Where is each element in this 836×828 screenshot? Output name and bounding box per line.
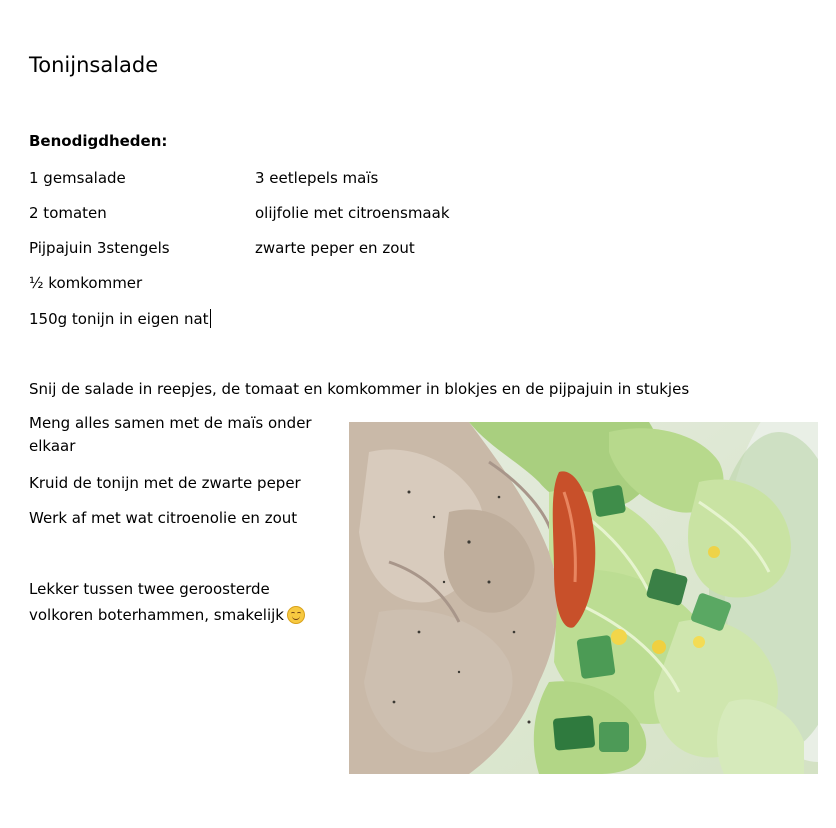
ingredients-heading: Benodigdheden: [29,132,168,150]
step-paragraph: Snij de salade in reepjes, de tomaat en komkommer in blokjes en de pijpajuin in stukjes [29,380,690,398]
ingredient-item: ½ komkommer [29,274,143,292]
step-paragraph: Kruid de tonijn met de zwarte peper [29,474,301,492]
step-paragraph: Meng alles samen met de maïs onder elkaar [29,414,312,455]
ingredient-item-with-cursor[interactable] [29,308,211,331]
page-title: Tonijnsalade [29,53,159,77]
closing-paragraph [29,576,334,628]
salad-photo [349,422,818,774]
ingredient-item: 3 eetlepels maïs [255,169,379,187]
ingredient-item: 1 gemsalade [29,169,126,187]
ingredient-item: zwarte peper en zout [255,239,415,257]
closing-text: Lekker tussen twee geroosterde volkoren boterhammen, smakelijk [29,580,284,624]
ingredient-item: 150g tonijn in eigen nat [29,310,209,328]
ingredient-item: 2 tomaten [29,204,107,222]
step-paragraph: Werk af met wat citroenolie en zout [29,509,298,527]
smiling-face-icon [287,606,305,624]
text-cursor [210,309,211,328]
salad-photo-illustration [349,422,818,774]
ingredient-item: Pijpajuin 3stengels [29,239,170,257]
ingredient-item: olijfolie met citroensmaak [255,204,450,222]
